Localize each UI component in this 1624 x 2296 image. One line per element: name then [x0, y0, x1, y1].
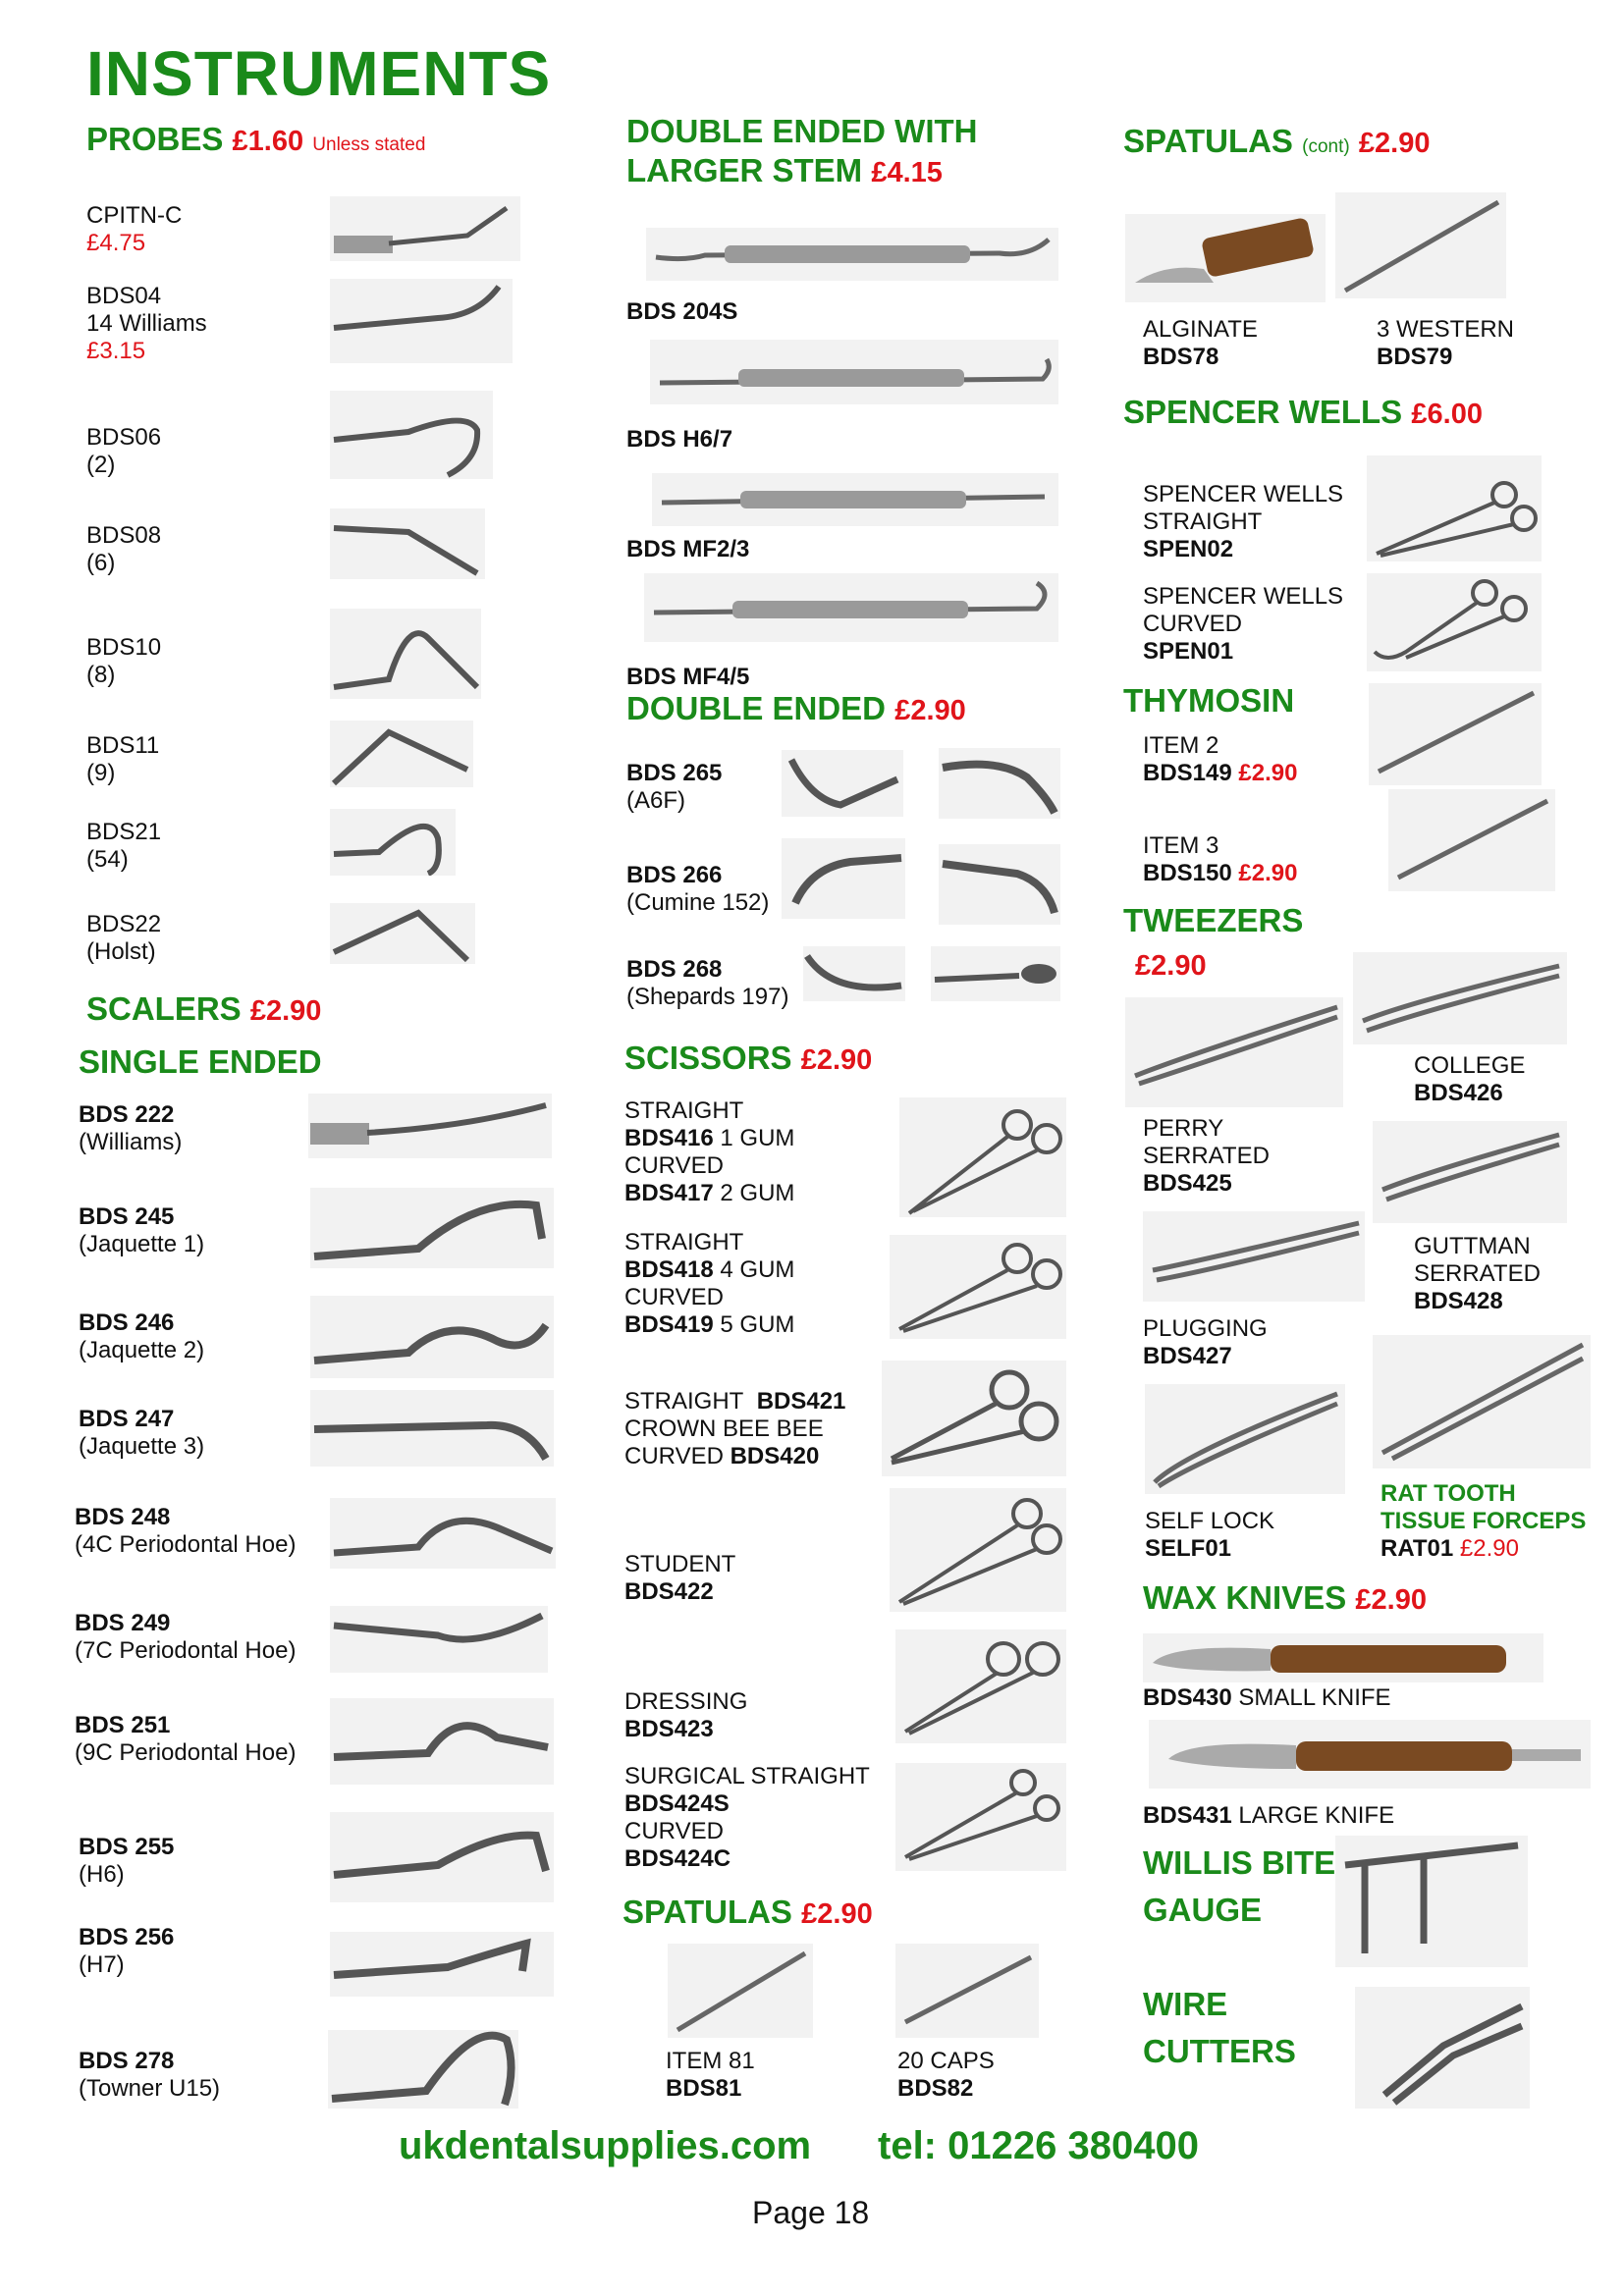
- spatula-label: 20 CAPS: [897, 2048, 995, 2074]
- probe-code: BDS21: [86, 819, 162, 845]
- scissors-code: BDS424C: [624, 1845, 731, 1872]
- tweezers-code: RAT01: [1380, 1535, 1454, 1562]
- scissors-gum: 2 GUM: [720, 1180, 795, 1206]
- spatulas-heading: [623, 1893, 873, 1934]
- double-ended-item: [626, 760, 722, 815]
- forceps-image: [1367, 573, 1542, 671]
- probe-sub: (9): [86, 760, 116, 786]
- spatula-code: BDS82: [897, 2075, 974, 2102]
- instrument-image: [939, 844, 1060, 925]
- double-ended-item: [626, 956, 788, 1011]
- tweezers-image: [1145, 1384, 1345, 1494]
- probe-item: [86, 283, 207, 365]
- double-ended-item: [626, 862, 769, 917]
- double-ended-price: £2.90: [894, 695, 966, 726]
- scissors-code: BDS420: [730, 1443, 820, 1469]
- spencer-label: CURVED: [1143, 611, 1242, 637]
- thymosin-price: £2.90: [1238, 860, 1298, 886]
- spatula-image: [895, 1944, 1039, 2038]
- scaler-code: BDS 245: [79, 1203, 175, 1230]
- scissors-image: [899, 1097, 1066, 1217]
- spatulas-cont-note: (cont): [1302, 136, 1350, 157]
- knife-code: BDS430: [1143, 1684, 1232, 1711]
- scissors-group: [624, 1229, 794, 1339]
- scaler-image: [310, 1188, 554, 1268]
- thymosin-code: BDS150: [1143, 860, 1232, 886]
- probe-sub: 14 Williams: [86, 310, 207, 337]
- scaler-image: [310, 1390, 554, 1467]
- probe-item: [86, 424, 161, 479]
- spatula-item: [897, 2048, 995, 2103]
- spatulas-cont-title: SPATULAS: [1123, 123, 1293, 159]
- scissors-label: STUDENT: [624, 1551, 736, 1577]
- probe-image: [330, 609, 481, 699]
- scissors-code: BDS419: [624, 1311, 714, 1338]
- spencer-price: £6.00: [1411, 399, 1483, 430]
- wire-title-l2: CUTTERS: [1143, 2033, 1296, 2069]
- probe-code: BDS08: [86, 522, 162, 549]
- instrument-image: [803, 946, 905, 1001]
- double-large-price: £4.15: [871, 157, 943, 188]
- scaler-item: [79, 1101, 182, 1156]
- thymosin-heading: THYMOSIN: [1123, 682, 1295, 719]
- scaler-sub: (Towner U15): [79, 2075, 221, 2102]
- scissors-group: [624, 1388, 845, 1470]
- spatula-label: ITEM 81: [666, 2048, 755, 2074]
- scaler-image: [330, 1812, 554, 1902]
- scaler-image: [310, 1296, 554, 1378]
- scissors-label: STRAIGHT: [624, 1229, 744, 1255]
- probe-image: [330, 721, 473, 787]
- scaler-sub: (Williams): [79, 1129, 183, 1155]
- scaler-sub: (Jaquette 1): [79, 1231, 205, 1257]
- spatula-image: [1125, 214, 1326, 302]
- thymosin-item: [1143, 732, 1297, 787]
- scissors-label: CROWN BEE BEE: [624, 1415, 824, 1442]
- knife-label: SMALL KNIFE: [1238, 1684, 1391, 1711]
- knife-item: [1143, 1802, 1394, 1830]
- tweezers-item: [1143, 1315, 1268, 1370]
- probe-image: [330, 903, 475, 964]
- scissors-image: [882, 1361, 1066, 1476]
- wire-title-l1: WIRE: [1143, 1986, 1228, 2022]
- willis-heading: [1143, 1840, 1335, 1934]
- spatula-label: 3 WESTERN: [1377, 316, 1515, 343]
- probe-price: £4.75: [86, 230, 146, 256]
- knife-image: [1149, 1720, 1591, 1789]
- instrument-image: [939, 748, 1060, 819]
- instrument-image: [1388, 789, 1555, 891]
- scaler-item: [79, 1924, 174, 1979]
- scissors-image: [895, 1763, 1066, 1871]
- probe-sub: (54): [86, 846, 129, 873]
- scissors-gum: 4 GUM: [720, 1256, 795, 1283]
- scaler-code: BDS 255: [79, 1834, 175, 1860]
- tweezers-label: PERRY: [1143, 1115, 1224, 1142]
- scalers-heading: [86, 989, 321, 1031]
- scaler-item: [79, 2048, 220, 2103]
- scissors-label: DRESSING: [624, 1688, 748, 1715]
- instrument-image: [931, 946, 1060, 1001]
- tweezers-image: [1353, 952, 1567, 1044]
- scissors-image: [890, 1235, 1066, 1339]
- tweezers-item: [1380, 1480, 1586, 1563]
- spatula-label: ALGINATE: [1143, 316, 1258, 343]
- double-large-code: BDS H6/7: [626, 426, 733, 453]
- probe-code: BDS04: [86, 283, 162, 309]
- scaler-code: BDS 248: [75, 1504, 171, 1530]
- scissors-code: BDS417: [624, 1180, 714, 1206]
- spatula-code: BDS78: [1143, 344, 1219, 370]
- scissors-label: CURVED: [624, 1284, 724, 1310]
- scaler-sub: (Jaquette 3): [79, 1433, 205, 1460]
- spencer-label: STRAIGHT: [1143, 508, 1263, 535]
- probe-item: [86, 634, 161, 689]
- scissors-gum: 1 GUM: [720, 1125, 795, 1151]
- scissors-code: BDS424S: [624, 1790, 730, 1817]
- tweezers-label: SERRATED: [1414, 1260, 1541, 1287]
- instrument-image: [650, 340, 1058, 404]
- scalers-price: £2.90: [249, 995, 322, 1027]
- tweezers-code: BDS427: [1143, 1343, 1232, 1369]
- wax-title: WAX KNIVES: [1143, 1579, 1347, 1616]
- spencer-title: SPENCER WELLS: [1123, 394, 1403, 430]
- knife-item: [1143, 1684, 1391, 1712]
- scissors-image: [890, 1488, 1066, 1612]
- probe-item: [86, 819, 161, 874]
- spatula-item: [666, 2048, 755, 2103]
- spencer-label: SPENCER WELLS: [1143, 583, 1344, 610]
- tweezers-code: BDS426: [1414, 1080, 1503, 1106]
- tweezers-label: COLLEGE: [1414, 1052, 1526, 1079]
- knife-image: [1143, 1633, 1543, 1682]
- tweezers-label: GUTTMAN: [1414, 1233, 1531, 1259]
- spatula-code: BDS79: [1377, 344, 1453, 370]
- instrument-image: [652, 473, 1058, 526]
- spencer-item: [1143, 481, 1343, 563]
- scaler-image: [330, 1498, 556, 1569]
- probe-code: BDS10: [86, 634, 162, 661]
- scissors-label: CURVED: [624, 1152, 724, 1179]
- scaler-sub: (H6): [79, 1861, 125, 1888]
- scalers-title: SCALERS: [86, 990, 242, 1027]
- scaler-code: BDS 278: [79, 2048, 175, 2074]
- scaler-sub: (9C Periodontal Hoe): [75, 1739, 297, 1766]
- scissors-group: [624, 1097, 794, 1207]
- thymosin-price: £2.90: [1238, 760, 1298, 786]
- wire-cutters-heading: [1143, 1981, 1296, 2075]
- double-ended-code: BDS 268: [626, 956, 723, 983]
- probe-price: £3.15: [86, 338, 146, 364]
- tweezers-code: SELF01: [1145, 1535, 1232, 1562]
- thymosin-item: [1143, 832, 1297, 887]
- double-large-code: BDS MF4/5: [626, 664, 750, 690]
- double-large-title-l2: LARGER STEM: [626, 152, 863, 188]
- instrument-image: [646, 228, 1058, 281]
- probe-image: [330, 809, 456, 876]
- spatula-item: [1143, 316, 1258, 371]
- tweezers-price-item: £2.90: [1459, 1535, 1519, 1562]
- double-ended-code: BDS 266: [626, 862, 723, 888]
- tweezers-code: BDS428: [1414, 1288, 1503, 1314]
- spatula-code: BDS81: [666, 2075, 742, 2102]
- probe-code: CPITN-C: [86, 202, 183, 229]
- probes-title: PROBES: [86, 121, 224, 157]
- probes-note: Unless stated: [312, 134, 426, 155]
- tweezers-label: TISSUE FORCEPS: [1380, 1508, 1587, 1534]
- probe-image: [330, 391, 493, 479]
- scissors-code: BDS423: [624, 1716, 714, 1742]
- scissors-code: BDS416: [624, 1125, 714, 1151]
- thymosin-code: BDS149: [1143, 760, 1232, 786]
- tweezers-price: £2.90: [1135, 950, 1207, 982]
- tweezers-image: [1143, 1211, 1365, 1302]
- scissors-label: CURVED: [624, 1443, 724, 1469]
- page-number: Page 18: [752, 2195, 870, 2230]
- probe-code: BDS06: [86, 424, 162, 451]
- tweezers-image: [1373, 1335, 1591, 1468]
- probe-item: [86, 522, 161, 577]
- scaler-item: [75, 1610, 296, 1665]
- probe-item: [86, 911, 161, 966]
- thymosin-label: ITEM 3: [1143, 832, 1219, 859]
- probe-code: BDS11: [86, 732, 160, 759]
- spatulas-cont-heading: [1123, 122, 1430, 167]
- scissors-price: £2.90: [800, 1044, 873, 1076]
- double-ended-heading: [626, 689, 966, 730]
- double-ended-sub: (Cumine 152): [626, 889, 770, 916]
- probe-sub: (2): [86, 452, 116, 478]
- scissors-label: SURGICAL STRAIGHT: [624, 1763, 870, 1789]
- scaler-code: BDS 249: [75, 1610, 171, 1636]
- tweezers-item: [1414, 1233, 1541, 1315]
- tweezers-item: [1414, 1052, 1525, 1107]
- scissors-heading: [624, 1039, 872, 1080]
- spencer-code: SPEN02: [1143, 536, 1234, 562]
- scaler-code: BDS 256: [79, 1924, 175, 1950]
- tweezers-code: BDS425: [1143, 1170, 1232, 1197]
- spencer-item: [1143, 583, 1343, 666]
- wax-price: £2.90: [1355, 1584, 1427, 1616]
- probe-item: [86, 732, 159, 787]
- double-ended-code: BDS 265: [626, 760, 723, 786]
- tweezers-label: RAT TOOTH: [1380, 1480, 1516, 1507]
- probes-heading: [86, 120, 425, 165]
- double-ended-title: DOUBLE ENDED: [626, 690, 887, 726]
- thymosin-label: ITEM 2: [1143, 732, 1219, 759]
- scissors-group: [624, 1763, 870, 1873]
- probe-image: [330, 196, 520, 261]
- double-large-code: BDS 204S: [626, 298, 738, 325]
- knife-label: LARGE KNIFE: [1238, 1802, 1395, 1829]
- scaler-image: [330, 1606, 548, 1673]
- double-large-title-l1: DOUBLE ENDED WITH: [626, 113, 978, 149]
- scaler-item: [79, 1406, 204, 1461]
- spatulas-price: £2.90: [801, 1898, 873, 1930]
- instrument-image: [782, 750, 903, 817]
- knife-code: BDS431: [1143, 1802, 1232, 1829]
- willis-title-l1: WILLIS BITE: [1143, 1844, 1336, 1881]
- scissors-image: [895, 1629, 1066, 1743]
- scaler-image: [330, 1932, 554, 1997]
- tweezers-item: [1143, 1115, 1270, 1198]
- scaler-sub: (4C Periodontal Hoe): [75, 1531, 297, 1558]
- scaler-sub: (Jaquette 2): [79, 1337, 205, 1363]
- double-large-heading: [626, 112, 978, 192]
- double-ended-sub: (A6F): [626, 787, 685, 814]
- tweezers-label: SELF LOCK: [1145, 1508, 1275, 1534]
- spatulas-cont-price: £2.90: [1358, 128, 1431, 159]
- probe-code: BDS22: [86, 911, 162, 937]
- single-ended-heading: SINGLE ENDED: [79, 1043, 322, 1080]
- instrument-image: [782, 838, 905, 919]
- scaler-code: BDS 251: [75, 1712, 171, 1738]
- footer-website[interactable]: ukdentalsupplies.com: [399, 2124, 812, 2167]
- scaler-item: [79, 1309, 204, 1364]
- tweezers-heading: TWEEZERS: [1123, 902, 1304, 938]
- forceps-image: [1367, 455, 1542, 561]
- probe-sub: (6): [86, 550, 116, 576]
- scaler-sub: (H7): [79, 1951, 125, 1978]
- scaler-image: [308, 1094, 552, 1158]
- tweezers-item: [1145, 1508, 1274, 1563]
- page-title: INSTRUMENTS: [86, 38, 552, 109]
- scaler-image: [330, 1698, 554, 1785]
- tweezers-label: SERRATED: [1143, 1143, 1270, 1169]
- double-large-code: BDS MF2/3: [626, 536, 750, 562]
- spatulas-title: SPATULAS: [623, 1894, 792, 1930]
- spencer-label: SPENCER WELLS: [1143, 481, 1344, 507]
- tweezers-label: PLUGGING: [1143, 1315, 1268, 1342]
- wire-cutters-image: [1355, 1987, 1530, 2109]
- instrument-image: [644, 573, 1058, 642]
- scissors-label: STRAIGHT: [624, 1388, 744, 1415]
- scissors-code: BDS421: [756, 1388, 846, 1415]
- bite-gauge-image: [1335, 1836, 1528, 1967]
- willis-title-l2: GAUGE: [1143, 1892, 1263, 1928]
- probe-sub: (8): [86, 662, 116, 688]
- probe-sub: (Holst): [86, 938, 156, 965]
- scissors-title: SCISSORS: [624, 1040, 792, 1076]
- tweezers-image: [1125, 997, 1343, 1107]
- instrument-image: [1369, 683, 1542, 785]
- scissors-group: [624, 1688, 747, 1743]
- scissors-label: STRAIGHT: [624, 1097, 744, 1124]
- spencer-heading: [1123, 393, 1483, 434]
- scissors-group: [624, 1551, 735, 1606]
- scaler-code: BDS 246: [79, 1309, 175, 1336]
- probe-image: [330, 279, 513, 363]
- scaler-item: [75, 1712, 296, 1767]
- scissors-code: BDS422: [624, 1578, 714, 1605]
- scaler-sub: (7C Periodontal Hoe): [75, 1637, 297, 1664]
- scaler-code: BDS 222: [79, 1101, 175, 1128]
- spencer-code: SPEN01: [1143, 638, 1234, 665]
- footer-phone[interactable]: tel: 01226 380400: [878, 2124, 1199, 2167]
- probe-item: [86, 202, 182, 257]
- spatula-image: [668, 1944, 813, 2038]
- wax-heading: [1143, 1578, 1427, 1620]
- scissors-gum: 5 GUM: [720, 1311, 795, 1338]
- spatula-image: [1335, 192, 1506, 298]
- scissors-label: CURVED: [624, 1818, 724, 1844]
- scissors-code: BDS418: [624, 1256, 714, 1283]
- scaler-item: [79, 1203, 204, 1258]
- double-ended-sub: (Shepards 197): [626, 984, 789, 1010]
- spatula-item: [1377, 316, 1514, 371]
- scaler-code: BDS 247: [79, 1406, 175, 1432]
- scaler-item: [79, 1834, 174, 1889]
- probe-image: [330, 508, 485, 579]
- tweezers-image: [1373, 1121, 1567, 1223]
- scaler-item: [75, 1504, 296, 1559]
- probes-price: £1.60: [232, 126, 304, 157]
- scaler-image: [328, 2030, 518, 2109]
